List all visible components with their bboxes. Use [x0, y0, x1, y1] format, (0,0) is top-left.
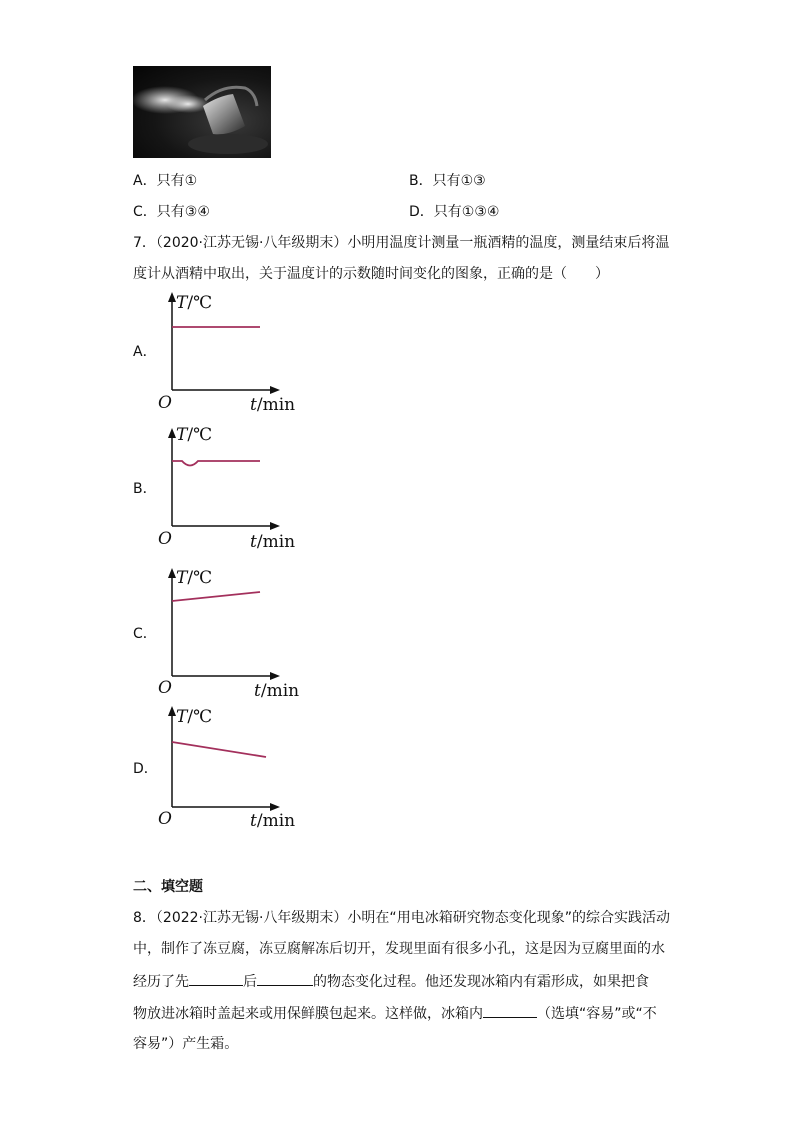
q8-line3-text-c: 的物态变化过程。他还发现冰箱内有霜形成，如果把食	[313, 974, 649, 990]
x-axis-arrow	[270, 672, 280, 680]
q7-graph-b	[150, 425, 310, 558]
q8-line3	[133, 970, 649, 992]
origin-label: O	[158, 393, 172, 413]
section-title: 二、填空题	[133, 879, 203, 895]
x-axis-arrow	[270, 386, 280, 394]
origin-label: O	[158, 809, 172, 829]
y-axis-arrow	[168, 428, 176, 438]
q6-option-d: D．只有①③④	[409, 204, 500, 220]
y-axis-arrow	[168, 568, 176, 578]
x-axis-arrow	[270, 803, 280, 811]
y-axis-arrow	[168, 706, 176, 716]
y-axis-label: T/℃	[176, 568, 213, 588]
kettle-steam-photo	[133, 66, 271, 158]
q8-line4-text-b: （选填“容易”或“不	[537, 1006, 657, 1022]
q7-option-b-label: B．	[133, 481, 157, 497]
x-axis-label: t/min	[250, 811, 296, 831]
q8-line3-text-a: 经历了先	[133, 974, 189, 990]
q8-line2: 中，制作了冻豆腐，冻豆腐解冻后切开，发现里面有很多小孔，这是因为豆腐里面的水	[133, 941, 665, 957]
q6-option-b: B．只有①③	[409, 173, 486, 189]
q6-option-c: C．只有③④	[133, 204, 210, 220]
y-axis-label: T/℃	[176, 293, 213, 313]
temp-line	[172, 461, 260, 466]
origin-label: O	[158, 529, 172, 549]
x-axis-label: t/min	[254, 681, 300, 701]
q7-stem-line1: 7．（2020·江苏无锡·八年级期末）小明用温度计测量一瓶酒精的温度，测量结束后将温	[133, 235, 670, 251]
y-axis-arrow	[168, 292, 176, 302]
q7-option-d-label: D．	[133, 761, 158, 777]
x-axis-arrow	[270, 522, 280, 530]
q8-blank-2[interactable]	[257, 970, 313, 986]
q7-option-c-label: C．	[133, 626, 157, 642]
q6-option-a: A．只有①	[133, 173, 198, 189]
q7-graph-c	[150, 568, 310, 701]
temp-line	[172, 592, 260, 601]
q7-option-a-label: A．	[133, 344, 157, 360]
q8-line3-text-b: 后	[243, 974, 257, 990]
x-axis-label: t/min	[250, 395, 296, 415]
q8-line4	[133, 1002, 657, 1024]
q8-blank-3[interactable]	[483, 1002, 537, 1018]
origin-label: O	[158, 678, 172, 698]
x-axis-label: t/min	[250, 532, 296, 552]
q7-stem-line2: 度计从酒精中取出，关于温度计的示数随时间变化的图象，正确的是（ ）	[133, 266, 609, 282]
y-axis-label: T/℃	[176, 707, 213, 727]
q8-line5: 容易”）产生霜。	[133, 1036, 239, 1052]
y-axis-label: T/℃	[176, 425, 213, 445]
q8-blank-1[interactable]	[189, 970, 243, 986]
temp-line	[172, 742, 266, 757]
q8-line4-text-a: 物放进冰箱时盖起来或用保鲜膜包起来。这样做，冰箱内	[133, 1006, 483, 1022]
q7-graph-a	[150, 292, 310, 422]
q8-line1: 8．（2022·江苏无锡·八年级期末）小明在“用电冰箱研究物态变化现象”的综合实践活动	[133, 910, 670, 926]
q7-graph-d	[150, 706, 310, 836]
